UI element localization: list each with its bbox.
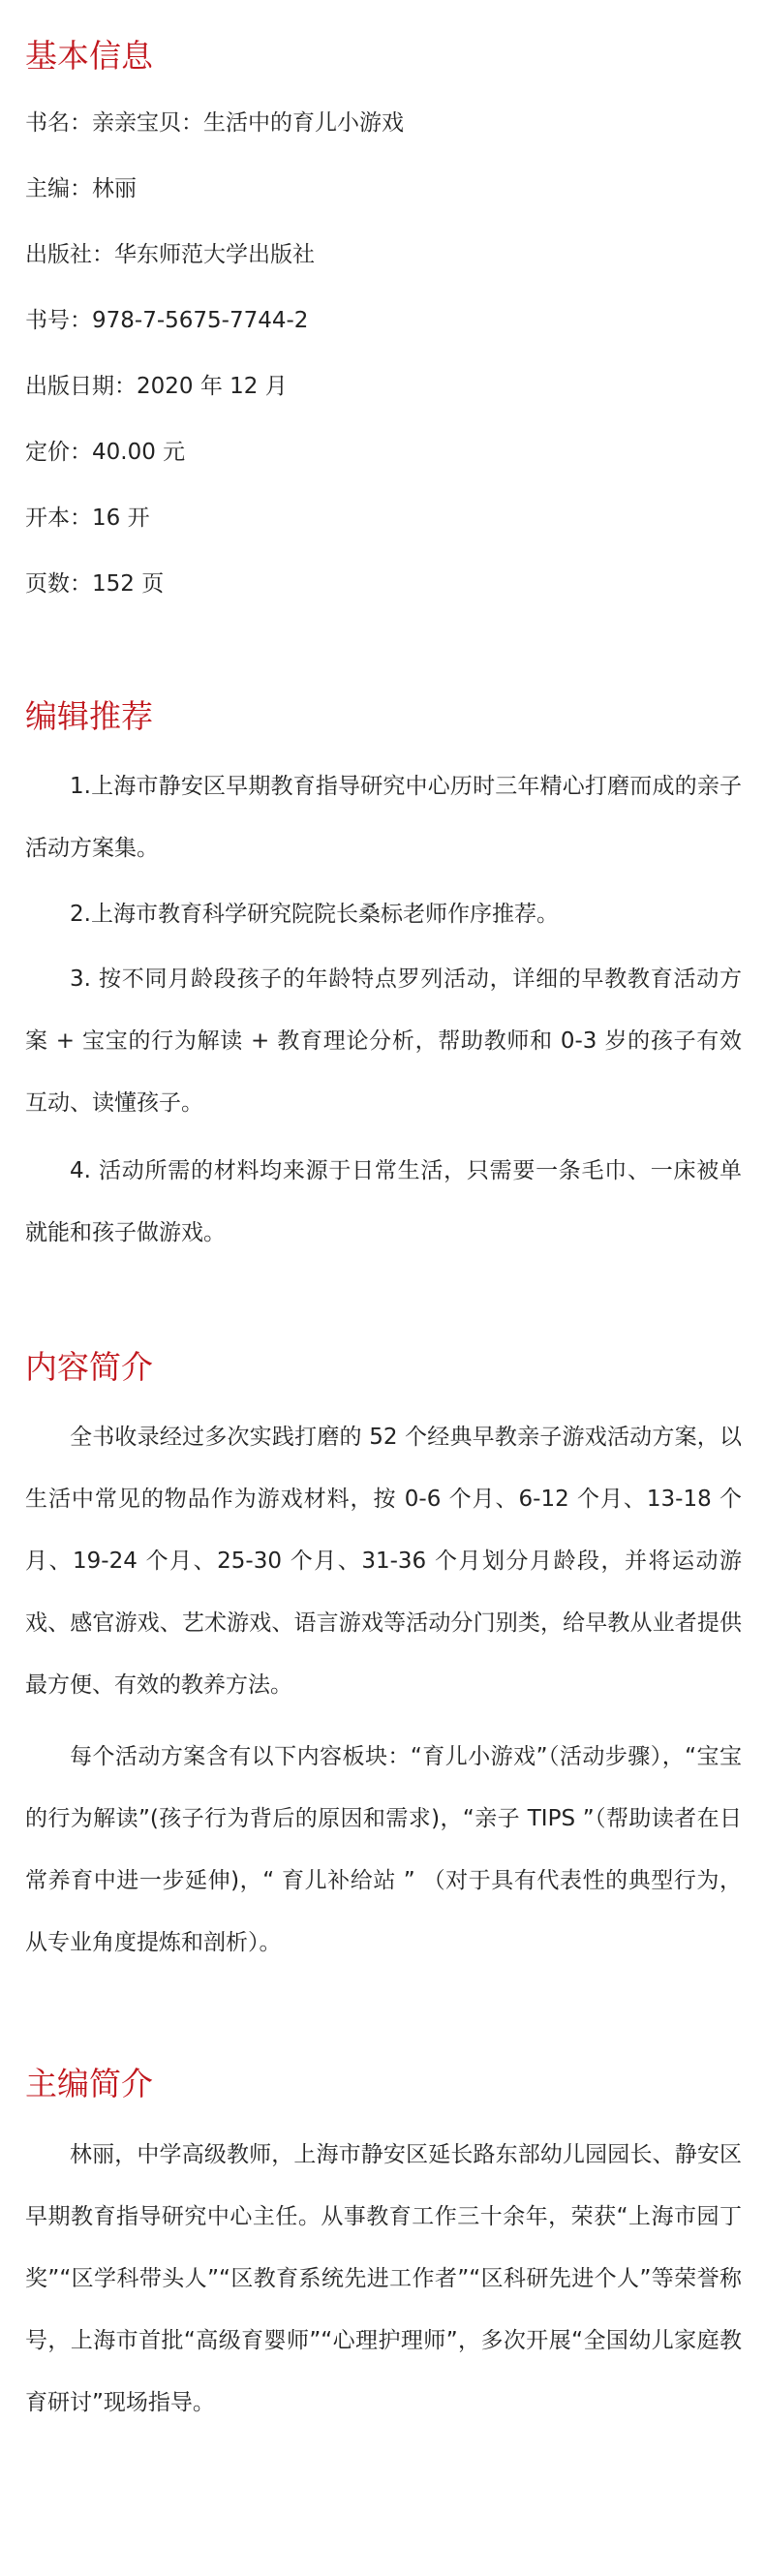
recommend-paragraph-4: 4. 活动所需的材料均来源于日常生活，只需要一条毛巾、一床被单就能和孩子做游戏。 (25, 1158, 742, 1245)
summary-paragraph-2: 每个活动方案含有以下内容板块：“育儿小游戏”（活动步骤），“宝宝的行为解读”(孩子行为背后的原因和需求)，“亲子 TIPS ”（帮助读者在日常养育中进一步延伸)，“ 育儿补给站 ” （对于具有代表性的典型行为，从专业角度提炼和剖析）。 (25, 1744, 742, 1955)
basic-info-heading: 基本信息 (25, 37, 153, 75)
publish-date-line: 出版日期：2020 年 12 月 (25, 374, 288, 399)
isbn-line: 书号：978-7-5675-7744-2 (25, 308, 309, 333)
price-line: 定价：40.00 元 (25, 440, 186, 465)
format-line: 开本：16 开 (25, 506, 150, 531)
recommend-paragraph-2: 2.上海市教育科学研究院院长桑标老师作序推荐。 (70, 902, 559, 927)
book-title-line: 书名：亲亲宝贝：生活中的育儿小游戏 (25, 110, 404, 136)
editor-line: 主编：林丽 (25, 176, 137, 201)
recommend-heading: 编辑推荐 (25, 697, 153, 735)
summary-heading: 内容简介 (25, 1348, 153, 1386)
recommend-paragraph-3: 3. 按不同月龄段孩子的年龄特点罗列活动，详细的早教教育活动方案 + 宝宝的行为解读 + 教育理论分析，帮助教师和 0-3 岁的孩子有效互动、读懂孩子。 (25, 966, 742, 1116)
recommend-paragraph-1: 1.上海市静安区早期教育指导研究中心历时三年精心打磨而成的亲子活动方案集。 (25, 774, 742, 861)
editor-intro-heading: 主编简介 (25, 2065, 153, 2102)
publisher-line: 出版社：华东师范大学出版社 (25, 242, 315, 267)
summary-paragraph-1: 全书收录经过多次实践打磨的 52 个经典早教亲子游戏活动方案，以生活中常见的物品作为游戏材料，按 0-6 个月、6-12 个月、13-18 个月、19-24 个月、25-30 个月、31-36 个月划分月龄段，并将运动游戏、感官游戏、艺术游戏、语言游戏等活动分门别类，给早教从业者提供最方便、有效的教养方法。 (25, 1425, 742, 1698)
editor-intro-paragraph: 林丽，中学高级教师，上海市静安区延长路东部幼儿园园长、静安区早期教育指导研究中心主任。从事教育工作三十余年，荣获“上海市园丁奖”“区学科带头人”“区教育系统先进工作者”“区科研先进个人”等荣誉称号，上海市首批“高级育婴师”“心理护理师”，多次开展“全国幼儿家庭教育研讨”现场指导。 (25, 2142, 742, 2415)
pages-line: 页数：152 页 (25, 571, 165, 597)
